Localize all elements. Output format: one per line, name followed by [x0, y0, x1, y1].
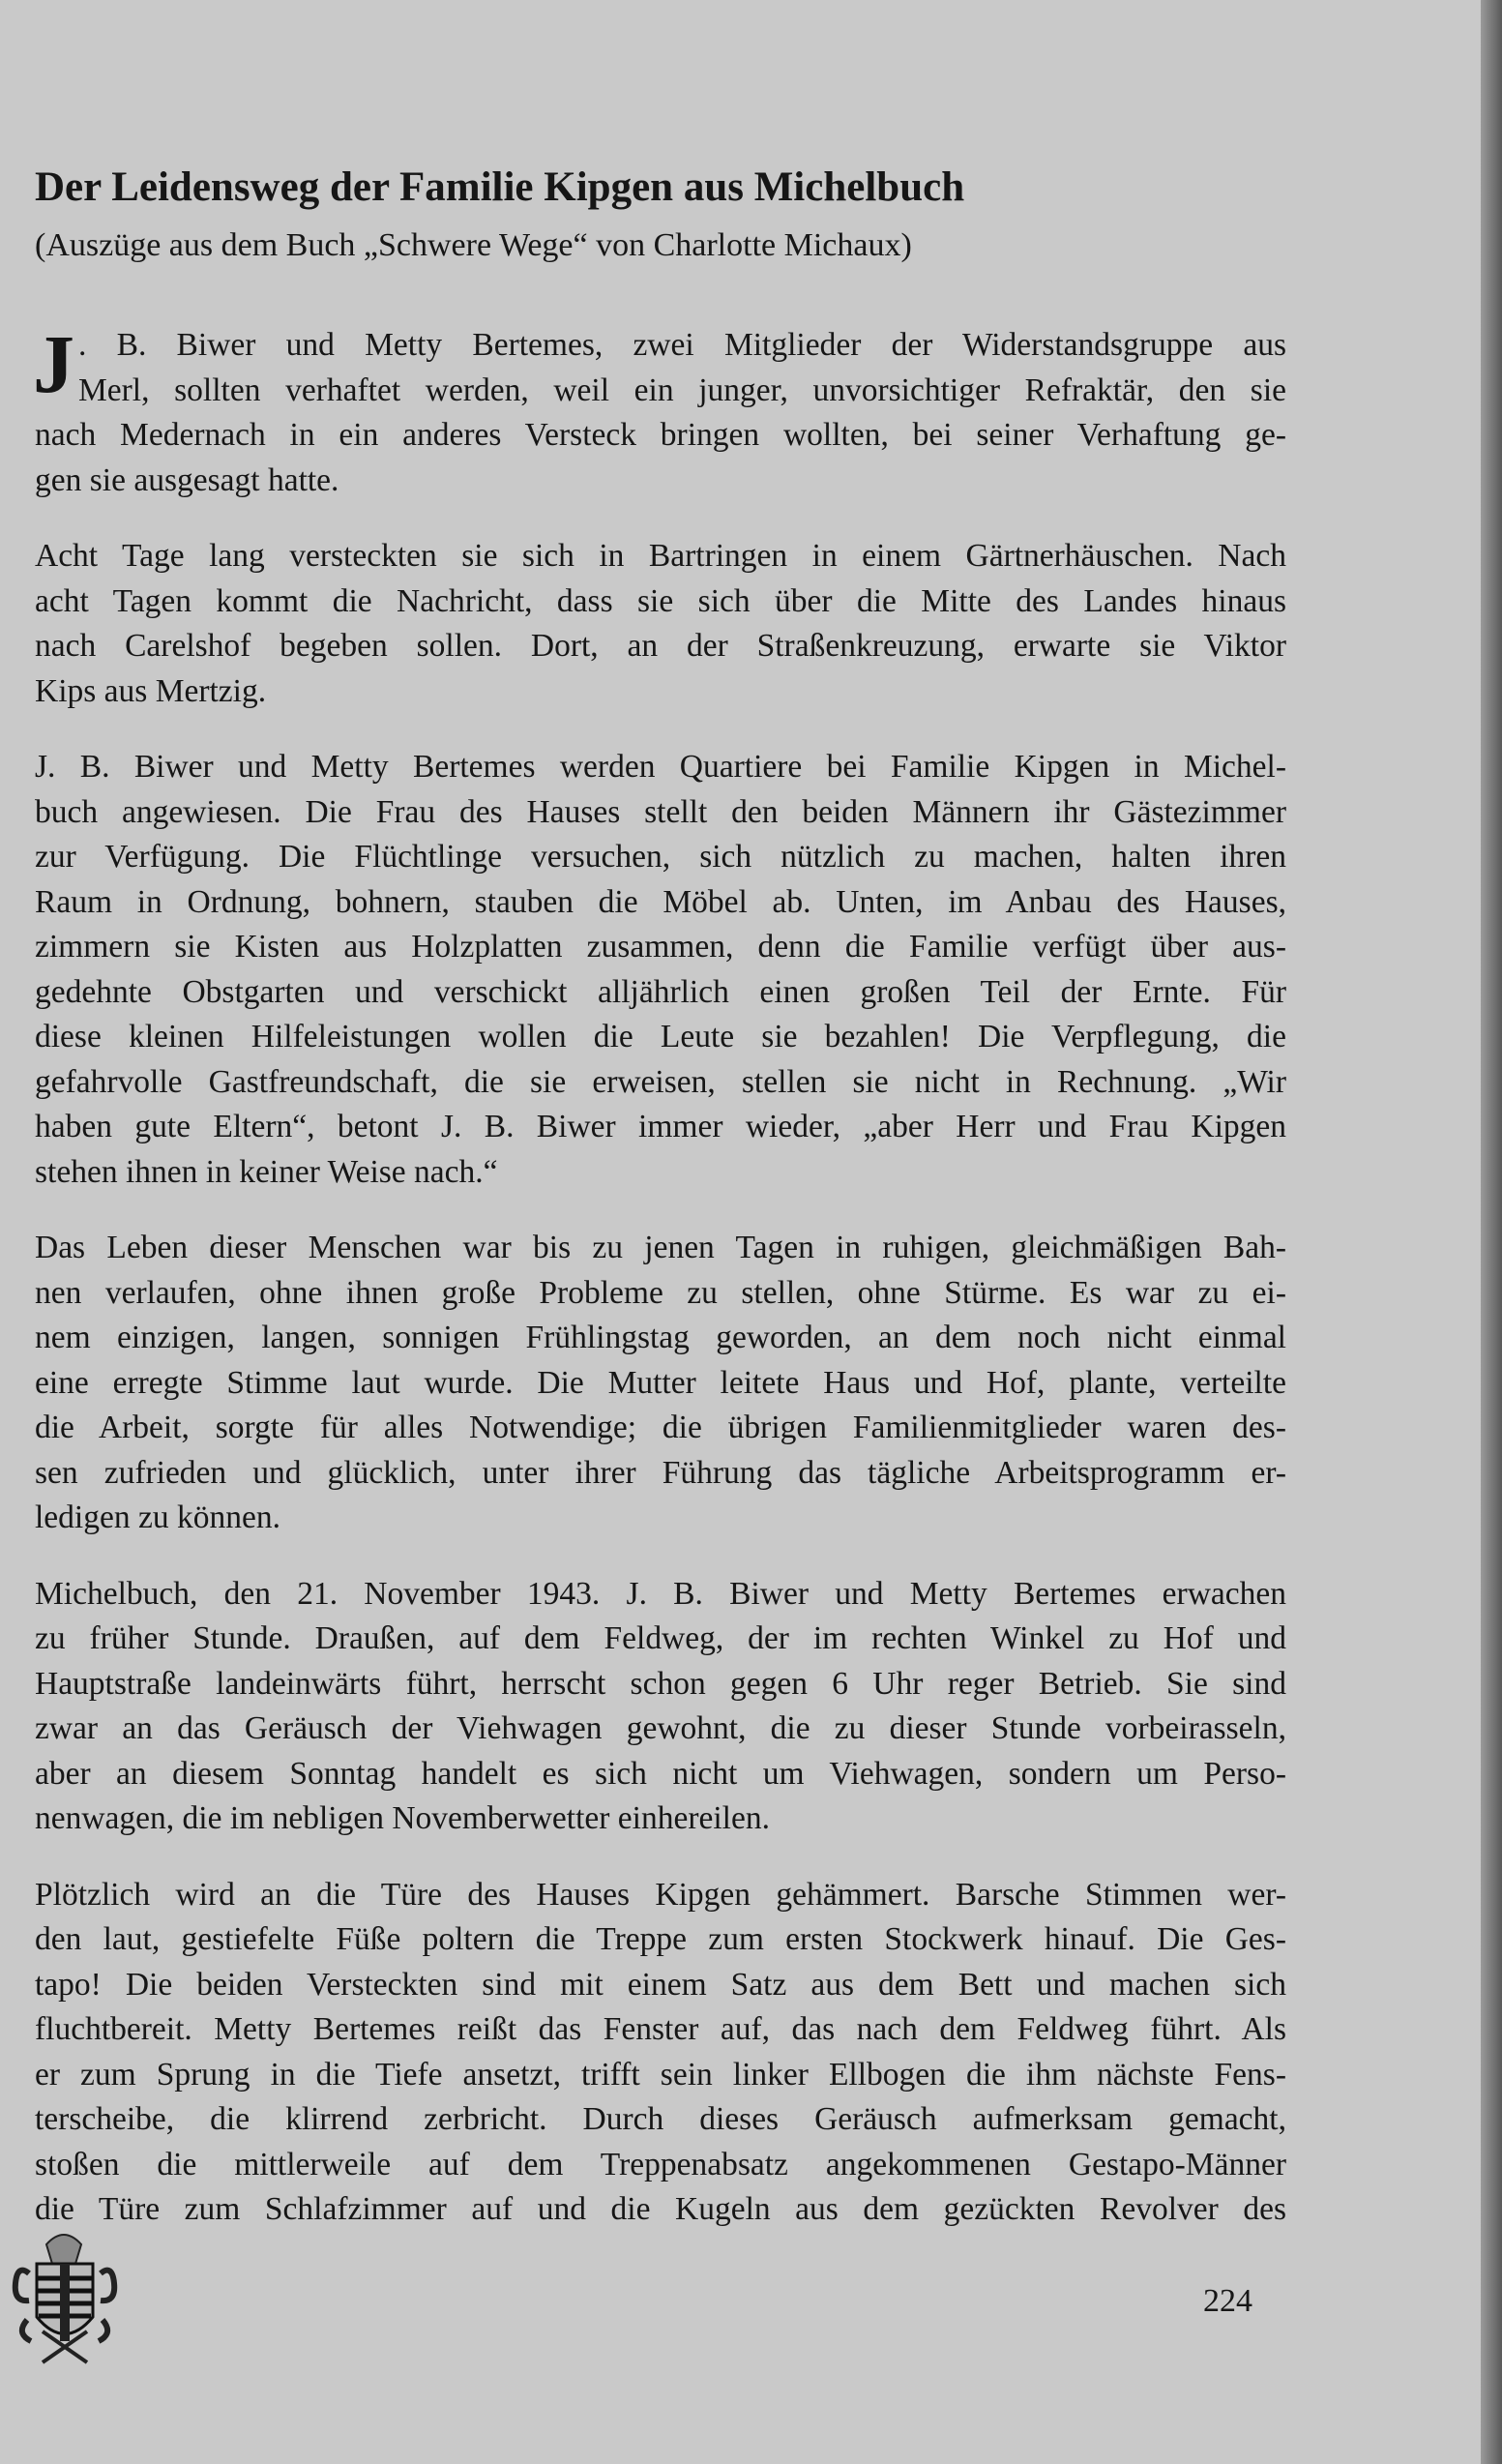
- text-line: zwar an das Geräusch der Viehwagen gewohnt, die zu dieser Stunde vorbeirasseln,: [35, 1710, 1286, 1746]
- paragraph: [35, 745, 1286, 1195]
- text-line: terscheibe, die klirrend zerbricht. Durch dieses Geräusch aufmerksam gemacht,: [35, 2101, 1286, 2137]
- page-content: [35, 163, 1286, 2233]
- book-spine-shadow: [1481, 0, 1502, 2464]
- text-line: eine erregte Stimme laut wurde. Die Mutter leitete Haus und Hof, plante, verteilte: [35, 1364, 1286, 1401]
- text-line: tapo! Die beiden Versteckten sind mit einem Satz aus dem Bett und machen sich: [35, 1966, 1286, 2003]
- text-line: nenwagen, die im nebligen Novemberwetter einhereilen.: [35, 1800, 770, 1836]
- text-line: Acht Tage lang versteckten sie sich in Bartringen in einem Gärtnerhäuschen. Nach: [35, 538, 1286, 574]
- text-line: sen zufrieden und glücklich, unter ihrer Führung das tägliche Arbeitsprogramm er-: [35, 1454, 1286, 1491]
- text-line: Hauptstraße landeinwärts führt, herrscht schon gegen 6 Uhr reger Betrieb. Sie sind: [35, 1665, 1286, 1702]
- coat-of-arms-emblem-icon: [8, 2225, 122, 2366]
- text-line: nem einzigen, langen, sonnigen Frühlingstag geworden, an dem noch nicht einmal: [35, 1320, 1286, 1355]
- text-line: haben gute Eltern“, betont J. B. Biwer immer wieder, „aber Herr und Frau Kipgen: [35, 1109, 1286, 1144]
- paragraph: [35, 1873, 1286, 2233]
- text-line: Plötzlich wird an die Türe des Hauses Kipgen gehämmert. Barsche Stimmen wer-: [35, 1876, 1286, 1913]
- article-title: Der Leidensweg der Familie Kipgen aus Michelbuch: [35, 164, 965, 210]
- text-line: zu früher Stunde. Draußen, auf dem Feldweg, der im rechten Winkel zu Hof und: [35, 1620, 1286, 1656]
- article-body: [33, 317, 1286, 2233]
- text-line: fluchtbereit. Metty Bertemes reißt das Fenster auf, das nach dem Feldweg führt. Als: [35, 2011, 1286, 2047]
- text-line: den laut, gestiefelte Füße poltern die Treppe zum ersten Stockwerk hinauf. Die Ges-: [35, 1921, 1286, 1957]
- text-line: nach Carelshof begeben sollen. Dort, an der Straßenkreuzung, erwarte sie Viktor: [35, 628, 1286, 664]
- paragraph: [35, 534, 1286, 714]
- text-line: acht Tagen kommt die Nachricht, dass sie sich über die Mitte des Landes hinaus: [35, 582, 1286, 619]
- text-line: die Arbeit, sorgte für alles Notwendige; die übrigen Familienmitglieder waren des-: [35, 1410, 1286, 1445]
- text-line: Merl, sollten verhaftet werden, weil ein junger, unvorsichtiger Refraktär, den sie: [78, 371, 1286, 408]
- text-line: diese kleinen Hilfeleistungen wollen die Leute sie bezahlen! Die Verpflegung, die: [35, 1019, 1286, 1054]
- text-line: stehen ihnen in keiner Weise nach.“: [35, 1153, 498, 1190]
- text-line: die Türe zum Schlafzimmer auf und die Kugeln aus dem gezückten Revolver des: [35, 2191, 1286, 2227]
- paragraph: [35, 1572, 1286, 1842]
- text-line: Das Leben dieser Menschen war bis zu jenen Tagen in ruhigen, gleichmäßigen Bah-: [35, 1230, 1286, 1265]
- text-line: nach Medernach in ein anderes Versteck bringen wollten, bei seiner Verhaftung ge-: [35, 417, 1286, 453]
- text-line: aber an diesem Sonntag handelt es sich nicht um Viehwagen, sondern um Perso-: [35, 1755, 1286, 1792]
- text-line: gefahrvolle Gastfreundschaft, die sie erweisen, stellen sie nicht in Rechnung. „Wir: [35, 1063, 1286, 1100]
- page-number: 224: [1203, 2283, 1252, 2319]
- text-line: buch angewiesen. Die Frau des Hauses stellt den beiden Männern ihr Gästezimmer: [35, 793, 1286, 830]
- drop-cap: J: [33, 317, 74, 410]
- text-line: ledigen zu können.: [35, 1499, 280, 1535]
- paragraph: [35, 1226, 1286, 1541]
- text-line: er zum Sprung in die Tiefe ansetzt, trifft sein linker Ellbogen die ihm nächste Fens-: [35, 2056, 1286, 2093]
- text-line: Kips aus Mertzig.: [35, 672, 267, 709]
- article-subtitle: (Auszüge aus dem Buch „Schwere Wege“ von Charlotte Michaux): [35, 227, 912, 263]
- text-line: J. B. Biwer und Metty Bertemes werden Quartiere bei Familie Kipgen in Michel-: [35, 749, 1286, 785]
- text-line: stoßen die mittlerweile auf dem Treppenabsatz angekommenen Gestapo-Männer: [35, 2146, 1286, 2182]
- text-line: zur Verfügung. Die Flüchtlinge versuchen, sich nützlich zu machen, halten ihren: [35, 839, 1286, 875]
- text-line: zimmern sie Kisten aus Holzplatten zusammen, denn die Familie verfügt über aus-: [35, 929, 1286, 965]
- text-line: Raum in Ordnung, bohnern, stauben die Möbel ab. Unten, im Anbau des Hauses,: [35, 883, 1286, 920]
- paragraph: [33, 317, 1286, 503]
- text-line: . B. Biwer und Metty Bertemes, zwei Mitglieder der Widerstandsgruppe aus: [78, 327, 1286, 363]
- text-line: gedehnte Obstgarten und verschickt alljährlich einen großen Teil der Ernte. Für: [35, 973, 1286, 1010]
- text-line: nen verlaufen, ohne ihnen große Probleme zu stellen, ohne Stürme. Es war zu ei-: [35, 1274, 1286, 1311]
- text-line: gen sie ausgesagt hatte.: [35, 461, 339, 498]
- text-line: Michelbuch, den 21. November 1943. J. B. Biwer und Metty Bertemes erwachen: [35, 1575, 1286, 1612]
